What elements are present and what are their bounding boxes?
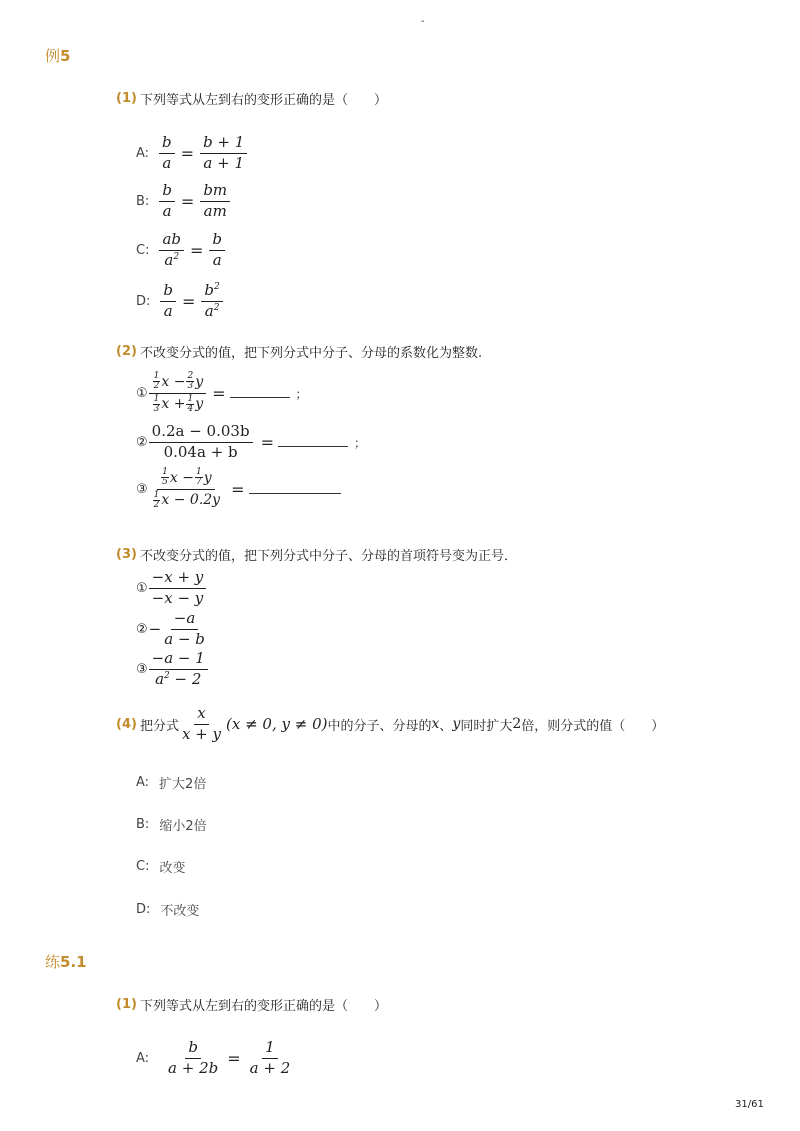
var-y: y: [452, 716, 461, 732]
equals-sign: =: [180, 191, 195, 211]
option-text: 不改变: [160, 904, 200, 919]
question-4-number: (4): [116, 716, 137, 732]
question-4-text-after-3: 倍，则分式的值（ ）: [521, 718, 665, 734]
fraction: $\frac{-a}{a - b}$: [164, 609, 205, 648]
lhs-fraction: $\frac{b}{a}$: [160, 282, 176, 320]
example-number: 5: [60, 47, 71, 65]
q4-option-c[interactable]: [136, 857, 185, 876]
question-3-number: (3): [116, 547, 137, 562]
example-heading: [45, 45, 70, 66]
q4-option-d[interactable]: [136, 900, 199, 919]
q2-item-1: [136, 366, 308, 420]
complex-fraction: $\frac{1}{2}$ x − $\frac{2}{3}$ y $\frac{1}{3}$ x + $\frac{1}{4}$ y: [149, 372, 206, 415]
q3-item-1: [136, 567, 206, 609]
question-4: [116, 702, 664, 746]
semicolon: ；: [295, 386, 308, 401]
item-marker: ①: [136, 385, 148, 401]
answer-blank[interactable]: [230, 396, 290, 398]
separator: 、: [439, 718, 453, 734]
practice-heading: [45, 951, 87, 972]
option-label: C:: [136, 859, 150, 874]
answer-blank[interactable]: [249, 492, 341, 494]
fraction: $\frac{-x + y}{-x - y}$: [149, 569, 207, 607]
item-marker: ③: [136, 661, 148, 677]
answer-blank[interactable]: [278, 445, 348, 447]
item-marker: ①: [136, 580, 148, 596]
lhs-fraction: $\frac{b}{a}$: [159, 182, 175, 220]
question-2-text: 不改变分式的值，把下列分式中分子、分母的系数化为整数.: [139, 346, 483, 361]
equals-sign: =: [227, 1048, 241, 1068]
lhs-fraction: $\frac{b}{a}$: [159, 134, 175, 172]
question-4-text-before: 把分式: [139, 718, 179, 734]
equals-sign: =: [182, 291, 196, 311]
complex-fraction: $\frac{1}{5}$ x − $\frac{1}{7}$ y $\frac{1}{2}$ x − 0.2y: [153, 466, 221, 510]
rhs-fraction: $\frac{1}{a + 2}$: [249, 1038, 291, 1077]
q1-option-b[interactable]: [136, 182, 230, 220]
question-4-text-after: 中的分子、分母的: [327, 718, 432, 734]
question-2: [116, 342, 482, 361]
option-label: B:: [136, 193, 150, 209]
lhs-fraction: $\frac{ab}{a^2}$: [159, 231, 184, 269]
option-label: A:: [136, 1050, 150, 1066]
question-1: [116, 89, 387, 108]
option-text: 改变: [159, 861, 186, 876]
q2-item-2: [136, 420, 366, 464]
equals-sign: =: [212, 383, 226, 403]
item-marker: ③: [136, 481, 148, 497]
page-number: 31/61: [735, 1099, 764, 1110]
practice-number: 5.1: [60, 953, 87, 971]
option-label: D:: [136, 293, 151, 309]
practice-question-1-number: (1): [116, 997, 137, 1012]
top-mark: -: [421, 16, 425, 27]
question-1-text: 下列等式从左到右的变形正确的是（ ）: [139, 93, 387, 108]
option-label: A:: [136, 145, 150, 161]
question-4-text-after-2: 同时扩大: [460, 718, 513, 734]
question-3-text: 不改变分式的值，把下列分式中分子、分母的首项符号变为正号．: [139, 549, 517, 564]
q1-option-c[interactable]: [136, 230, 225, 270]
question-2-number: (2): [116, 344, 137, 359]
q2-item-3: [136, 462, 341, 516]
option-label: A:: [136, 775, 150, 790]
option-text: 缩小2倍: [159, 819, 207, 834]
question-4-fraction: $\frac{x}{x + y}$: [181, 704, 221, 743]
var-x: x: [431, 716, 440, 732]
q1-option-a[interactable]: [136, 134, 247, 172]
practice-question-1: [116, 995, 387, 1014]
equals-sign: =: [231, 479, 245, 499]
practice-prefix: 练: [45, 953, 61, 971]
practice-question-1-text: 下列等式从左到右的变形正确的是（ ）: [139, 999, 387, 1014]
q3-item-2: [136, 608, 208, 650]
option-label: D:: [136, 902, 151, 917]
fraction: $\frac{-a - 1}{a^2 - 2}$: [149, 650, 208, 688]
q4-option-a[interactable]: [136, 773, 206, 792]
option-text: 扩大2倍: [159, 777, 207, 792]
option-label: B:: [136, 817, 150, 832]
question-3: [116, 545, 517, 564]
rhs-fraction: $\frac{bm}{am}$: [200, 182, 230, 220]
decimal-fraction: $\frac{0.2a - 0.03b}{0.04a + b}$: [149, 423, 253, 461]
equals-sign: =: [180, 143, 195, 163]
rhs-fraction: $\frac{b}{a}$: [209, 231, 225, 269]
p1-option-a[interactable]: [136, 1036, 293, 1080]
q4-option-b[interactable]: [136, 815, 207, 834]
q1-option-d[interactable]: [136, 280, 223, 322]
semicolon: ；: [353, 435, 366, 450]
option-label: C:: [136, 242, 150, 258]
question-4-condition: (x ≠ 0, y ≠ 0): [226, 715, 328, 733]
item-marker: ②: [136, 434, 148, 450]
example-prefix: 例: [45, 47, 61, 65]
lhs-fraction: $\frac{b}{a + 2b}$: [168, 1038, 219, 1077]
q3-item-3: [136, 647, 208, 691]
equals-sign: =: [190, 240, 204, 260]
rhs-fraction: $\frac{b^2}{a^2}$: [201, 282, 222, 320]
item-marker: ②: [136, 621, 148, 637]
rhs-fraction: $\frac{b + 1}{a + 1}$: [200, 134, 247, 172]
sign-prefix: −: [148, 620, 162, 638]
equals-sign: =: [260, 432, 274, 452]
number-two: 2: [512, 716, 522, 732]
question-1-number: (1): [116, 91, 137, 106]
